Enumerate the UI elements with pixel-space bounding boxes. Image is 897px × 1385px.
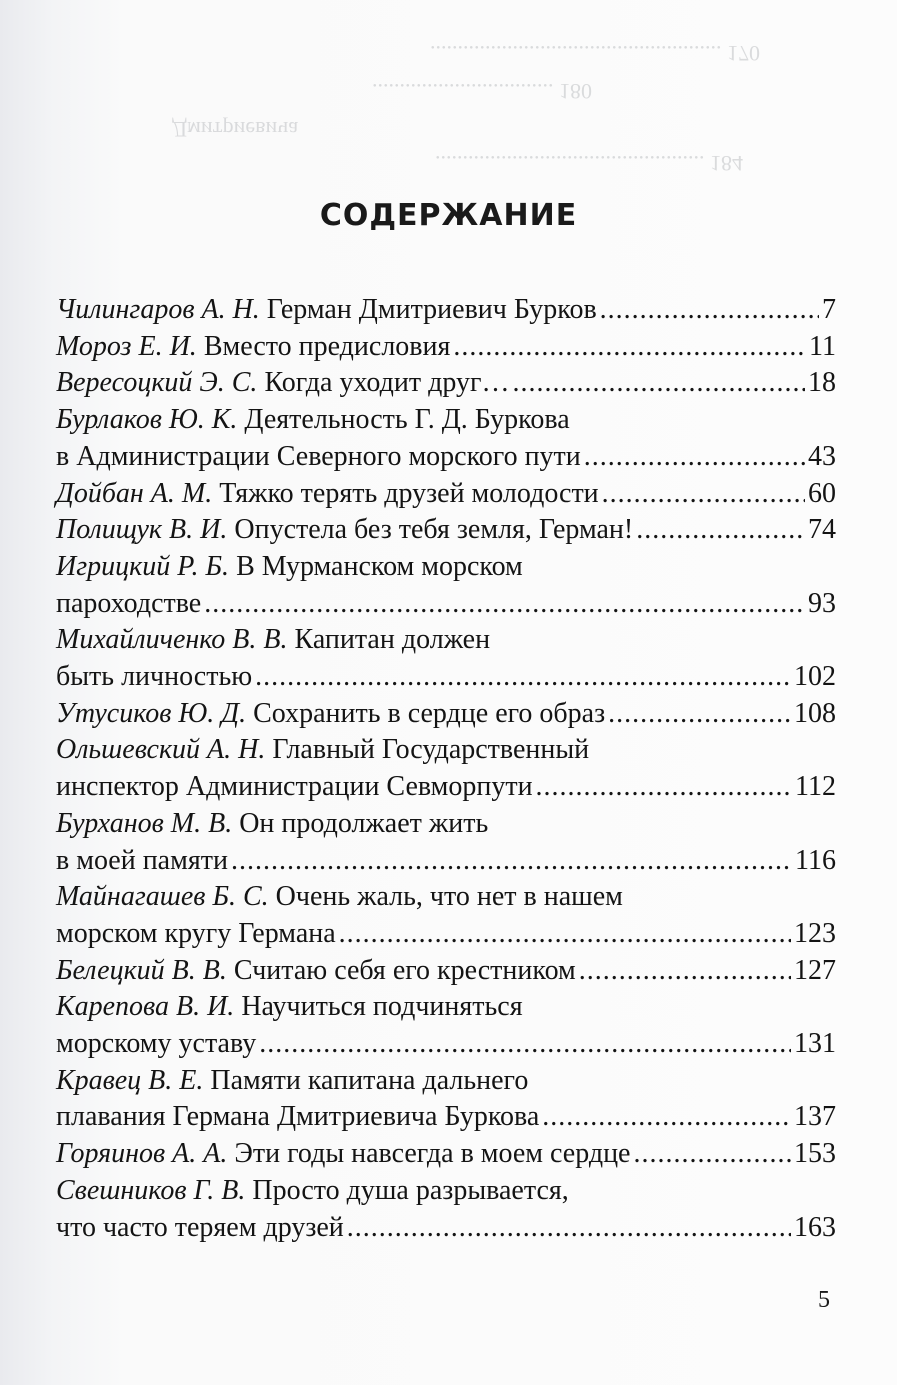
toc-title-line: Просто душа разрывается, [252, 1174, 569, 1206]
dot-leader [347, 1210, 791, 1247]
toc-title-line: быть личностью [56, 661, 253, 693]
toc-title-line: морском кругу Германа [56, 917, 336, 949]
toc-page-number: 123 [794, 917, 836, 949]
dot-leader [231, 843, 792, 880]
dot-leader [339, 916, 791, 953]
toc-entry-line [56, 549, 836, 586]
toc-entry-last-line [56, 769, 836, 806]
toc-title-line: Деятельность Г. Д. Буркова [244, 404, 570, 436]
toc-page-number: 137 [794, 1101, 836, 1133]
page-number: 5 [818, 1287, 830, 1313]
toc-author: Ольшевский А. Н. [56, 734, 266, 766]
toc-entry-line [56, 989, 836, 1026]
page-title: СОДЕРЖАНИЕ [319, 198, 578, 234]
dot-leader [636, 512, 805, 549]
toc-entry-text [56, 329, 450, 366]
toc-entry-last-line [56, 696, 836, 733]
toc-entry-text [56, 953, 576, 990]
toc-page-number: 127 [794, 954, 836, 986]
dot-leader [453, 329, 806, 366]
toc-title-line: Герман Дмитриевич Бурков [266, 294, 597, 325]
toc-entry-last-line [56, 365, 836, 402]
toc-title-line: Очень жаль, что нет в нашем [275, 881, 623, 913]
toc-author: Полищук В. И. [56, 514, 228, 546]
toc-entry [56, 953, 836, 990]
toc-title-line: В Мурманском морском [236, 550, 523, 582]
dot-leader [633, 1136, 791, 1173]
toc-page-number: 102 [794, 661, 836, 693]
toc-entry [56, 549, 836, 622]
dot-leader [255, 659, 791, 696]
toc-entry-last-line [56, 292, 836, 329]
toc-author: Белецкий В. В. [56, 954, 227, 986]
toc-title-line: Сохранить в сердце его образ [253, 697, 606, 729]
toc-entry-text [56, 586, 201, 623]
toc-title-line: Опустела без тебя земля, Герман! [234, 514, 634, 546]
toc-page-number: 112 [795, 771, 836, 803]
toc-entry-text [56, 439, 581, 476]
toc-author: Майнагашев Б. С. [56, 881, 269, 913]
dot-leader [579, 953, 791, 990]
toc-entry-last-line [56, 586, 836, 623]
toc-author: Кравец В. Е. [56, 1064, 204, 1096]
toc-entry-text [56, 1210, 344, 1247]
toc-page-number: 60 [808, 477, 836, 509]
toc-entry-last-line [56, 1136, 836, 1173]
toc-entry-line [56, 732, 836, 769]
toc-author: Горяинов А. А. [56, 1138, 228, 1170]
dot-leader [512, 365, 805, 402]
toc-author: Игрицкий Р. Б. [56, 550, 230, 582]
toc-entry-text [56, 696, 605, 733]
show-through-text: ..................................................... 170 [430, 41, 760, 66]
toc-page-number: 43 [808, 440, 836, 472]
toc-author: Утусиков Ю. Д. [56, 697, 247, 729]
toc-entry [56, 292, 836, 329]
toc-entry-line [56, 1063, 836, 1100]
toc-entry [56, 732, 836, 805]
toc-entry-text [56, 1099, 539, 1136]
toc-entry-line [56, 622, 836, 659]
toc-page-number: 18 [808, 367, 836, 399]
toc-entry [56, 476, 836, 513]
toc-entry-line [56, 1173, 836, 1210]
toc-entry [56, 402, 836, 475]
toc-author: Чилингаров А. Н. [56, 294, 260, 325]
toc-entry-line [56, 879, 836, 916]
toc-title-line: инспектор Администрации Севморпути [56, 771, 533, 803]
toc-entry [56, 329, 836, 366]
dot-leader [259, 1026, 791, 1063]
toc-page-number: 7 [822, 294, 836, 325]
toc-entry [56, 806, 836, 879]
toc-page-number: 93 [808, 587, 836, 619]
toc-entry [56, 879, 836, 952]
dot-leader [600, 292, 819, 329]
toc-entry-last-line [56, 512, 836, 549]
toc-title-line: пароходстве [56, 587, 202, 619]
toc-title-line: что часто теряем друзей [56, 1211, 344, 1243]
toc-entry-last-line [56, 843, 836, 880]
toc-entry-last-line [56, 953, 836, 990]
toc-title-line: морскому уставу [56, 1028, 257, 1060]
toc-title-line: плавания Германа Дмитриевича Буркова [56, 1101, 540, 1133]
toc-entry-last-line [56, 476, 836, 513]
toc-entry [56, 989, 836, 1062]
toc-author: Бурлаков Ю. К. [56, 404, 238, 436]
toc-author: Свешников Г. В. [56, 1174, 246, 1206]
toc-author: Бурханов М. В. [56, 807, 233, 839]
toc-page-number: 108 [794, 697, 836, 729]
toc-entry [56, 696, 836, 733]
toc-entry-line [56, 402, 836, 439]
toc-entry-text [56, 659, 252, 696]
toc-entry-text [56, 292, 597, 329]
dot-leader [542, 1099, 791, 1136]
toc-page-number: 74 [808, 514, 836, 546]
dot-leader [602, 476, 805, 513]
toc-author: Михайличенко В. В. [56, 624, 288, 656]
toc-author: Дойбан А. М. [56, 477, 213, 509]
toc-entry-last-line [56, 659, 836, 696]
toc-entry-text [56, 512, 633, 549]
toc-title-line: Капитан должен [294, 624, 491, 656]
show-through-text: ................................. 180 [372, 79, 592, 104]
toc-page-number: 163 [794, 1211, 836, 1243]
toc-page-number: 131 [794, 1028, 836, 1060]
show-through-text: Дмитриевича [172, 117, 299, 142]
toc-entry [56, 1063, 836, 1136]
toc-entry-last-line [56, 1210, 836, 1247]
toc-page-number: 153 [794, 1138, 836, 1170]
dot-leader [608, 696, 791, 733]
toc-entry-last-line [56, 329, 836, 366]
toc-title-line: Тяжко терять друзей молодости [219, 477, 599, 509]
toc-page-number: 11 [809, 330, 836, 362]
toc-entry [56, 1173, 836, 1246]
toc-entry-text [56, 769, 533, 806]
toc-title-line: Когда уходит друг… [264, 367, 510, 399]
toc-entry [56, 365, 836, 402]
toc-entry [56, 512, 836, 549]
toc-entry-last-line [56, 1026, 836, 1063]
toc-title-line: Он продолжает жить [239, 807, 489, 839]
toc-entry-last-line [56, 1099, 836, 1136]
toc-entry [56, 1136, 836, 1173]
table-of-contents [56, 292, 836, 1246]
toc-author: Вересоцкий Э. С. [56, 367, 258, 399]
toc-title-line: Вместо предисловия [203, 330, 451, 362]
show-through-text: ................................................. 184 [435, 151, 743, 176]
toc-title-line: в Администрации Северного морского пути [56, 440, 581, 472]
toc-author: Карепова В. И. [56, 991, 235, 1023]
toc-title-line: Считаю себя его крестником [233, 954, 576, 986]
dot-leader [204, 586, 805, 623]
toc-entry [56, 622, 836, 695]
toc-author: Мороз Е. И. [56, 330, 197, 362]
toc-entry-line [56, 806, 836, 843]
toc-entry-last-line [56, 916, 836, 953]
toc-title-line: Эти годы навсегда в моем сердце [234, 1138, 631, 1170]
dot-leader [584, 439, 805, 476]
toc-entry-text [56, 843, 228, 880]
toc-entry-last-line [56, 439, 836, 476]
toc-entry-text [56, 1136, 630, 1173]
toc-title-line: Научиться подчиняться [241, 991, 523, 1023]
toc-title-line: в моей памяти [56, 844, 228, 876]
toc-entry-text [56, 1026, 256, 1063]
toc-entry-text [56, 476, 599, 513]
toc-title-line: Памяти капитана дальнего [210, 1064, 529, 1096]
dot-leader [536, 769, 792, 806]
toc-page-number: 116 [795, 844, 836, 876]
toc-title-line: Главный Государственный [272, 734, 590, 766]
toc-entry-text [56, 916, 336, 953]
toc-entry-text [56, 365, 509, 402]
